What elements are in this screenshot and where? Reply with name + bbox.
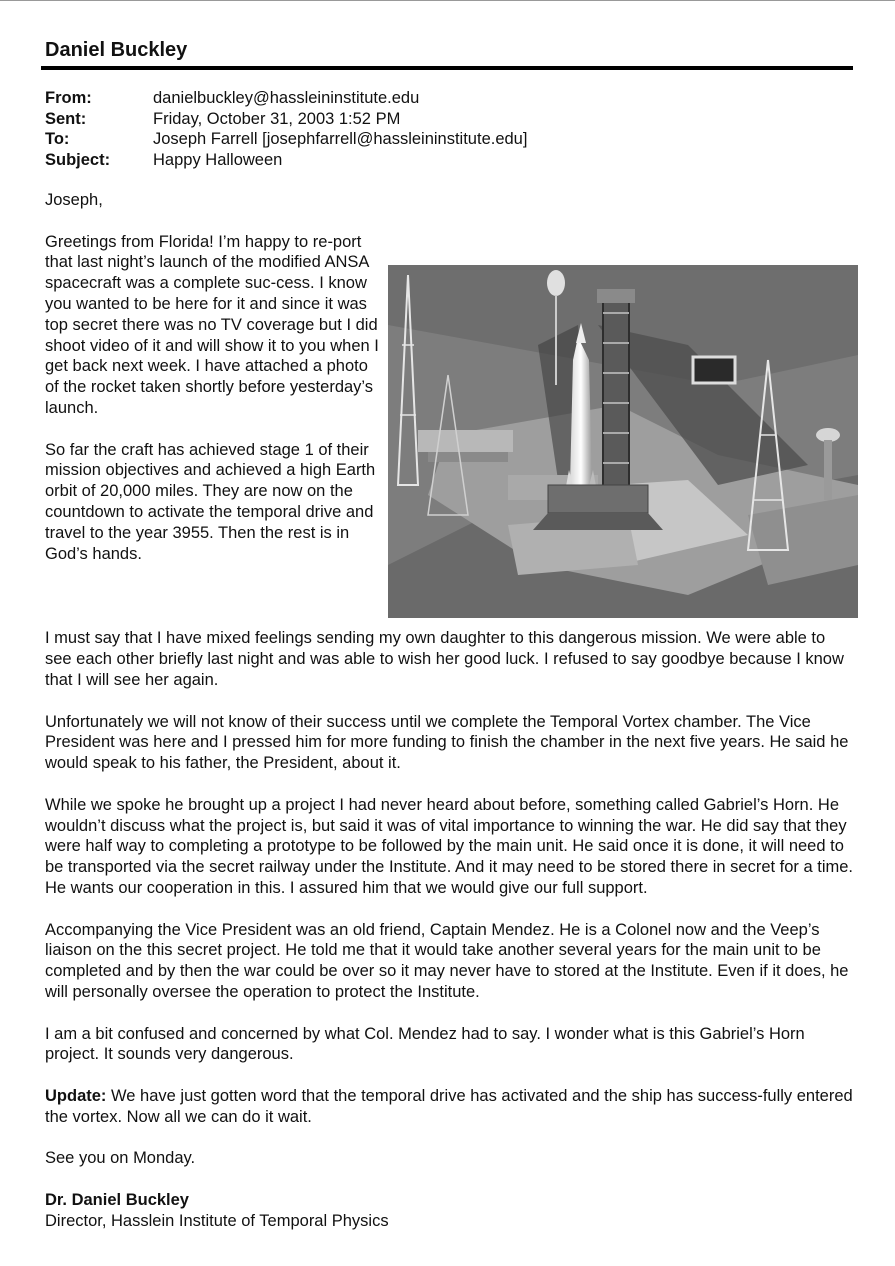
body-paragraph: Accompanying the Vice President was an old friend, Captain Mendez. He is a Colonel now and the Veep’s liaison on the this secret project. He told me that it would take another several years for the main unit to be completed and by then the war could be over so it may never have to stored at the Institute. Even if it does, he will personally oversee the operation to protect the Institute. [45, 920, 849, 1001]
update-label: Update: [45, 1086, 107, 1105]
rocket-launch-photo [388, 265, 858, 618]
sender-name-heading: Daniel Buckley [45, 39, 188, 61]
intro-paragraph: So far the craft has achieved stage 1 of their mission objectives and achieved a high Earth orbit of 20,000 miles. They are now on the countdown to activate the temporal drive and travel to the year 3955. Then the rest is in God’s hands. [45, 440, 376, 563]
top-border [0, 0, 895, 1]
header-row-subject [45, 150, 527, 171]
update-text: We have just gotten word that the temporal drive has activated and the ship has success-fully entered the vortex. Now all we can do it wait. [45, 1086, 853, 1126]
body-paragraph: While we spoke he brought up a project I had never heard about before, something called Gabriel’s Horn. He wouldn’t discuss what the project is, but said it was of vital importance to winning the war. He did say that they were half way to completing a prototype to be followed by the main unit. He said once it is done, it will need to be transported via the secret railway under the Institute. And it may need to be stored there in secret for a time. He wants our cooperation in this. I assured him that we would give our full support. [45, 795, 854, 897]
header-row-from [45, 88, 527, 109]
intro-paragraph: Greetings from Florida! I’m happy to re-port that last night’s launch of the modified ANSA spacecraft was a complete suc-cess. I know you wanted to be here for it and since it was top secret there was no TV coverage but I did shoot video of it and will show it to you when I get back next week. I have attached a photo of the rocket taken shortly before yesterday’s launch. [45, 232, 379, 417]
to-label: To: [45, 130, 70, 149]
email-headers [45, 88, 527, 170]
sent-label: Sent: [45, 109, 87, 128]
update-paragraph [45, 1086, 855, 1128]
subject-label: Subject: [45, 150, 111, 169]
from-label: From: [45, 89, 92, 107]
greeting: Joseph, [45, 191, 103, 209]
signature-title: Director, Hasslein Institute of Temporal Physics [45, 1211, 389, 1230]
closing-line: See you on Monday. [45, 1149, 196, 1168]
signature-name: Dr. Daniel Buckley [45, 1190, 189, 1209]
intro-text [45, 232, 385, 565]
header-divider [41, 66, 853, 70]
from-value: danielbuckley@hassleininstitute.edu [153, 89, 420, 107]
body-paragraph: Unfortunately we will not know of their success until we complete the Temporal Vortex chamber. The Vice President was here and I pressed him for more funding to finish the chamber in the next five years. He said he would speak to his father, the President, about it. [45, 712, 849, 773]
to-value: Joseph Farrell [josephfarrell@hassleininstitute.edu] [153, 130, 528, 149]
body-paragraph: I am a bit confused and concerned by what Col. Mendez had to say. I wonder what is this Gabriel’s Horn project. It sounds very dangerous. [45, 1024, 805, 1064]
subject-value: Happy Halloween [153, 150, 283, 169]
email-body [45, 190, 855, 1232]
sent-value: Friday, October 31, 2003 1:52 PM [153, 109, 401, 128]
intro-section [45, 232, 855, 608]
body-paragraph: I must say that I have mixed feelings sending my own daughter to this dangerous mission. We were able to see each other briefly last night and was able to wish her good luck. I refused to say goodbye because I know that I will see her again. [45, 629, 844, 689]
header-row-sent [45, 109, 527, 130]
header-row-to [45, 129, 527, 150]
signature-block [45, 1190, 855, 1232]
